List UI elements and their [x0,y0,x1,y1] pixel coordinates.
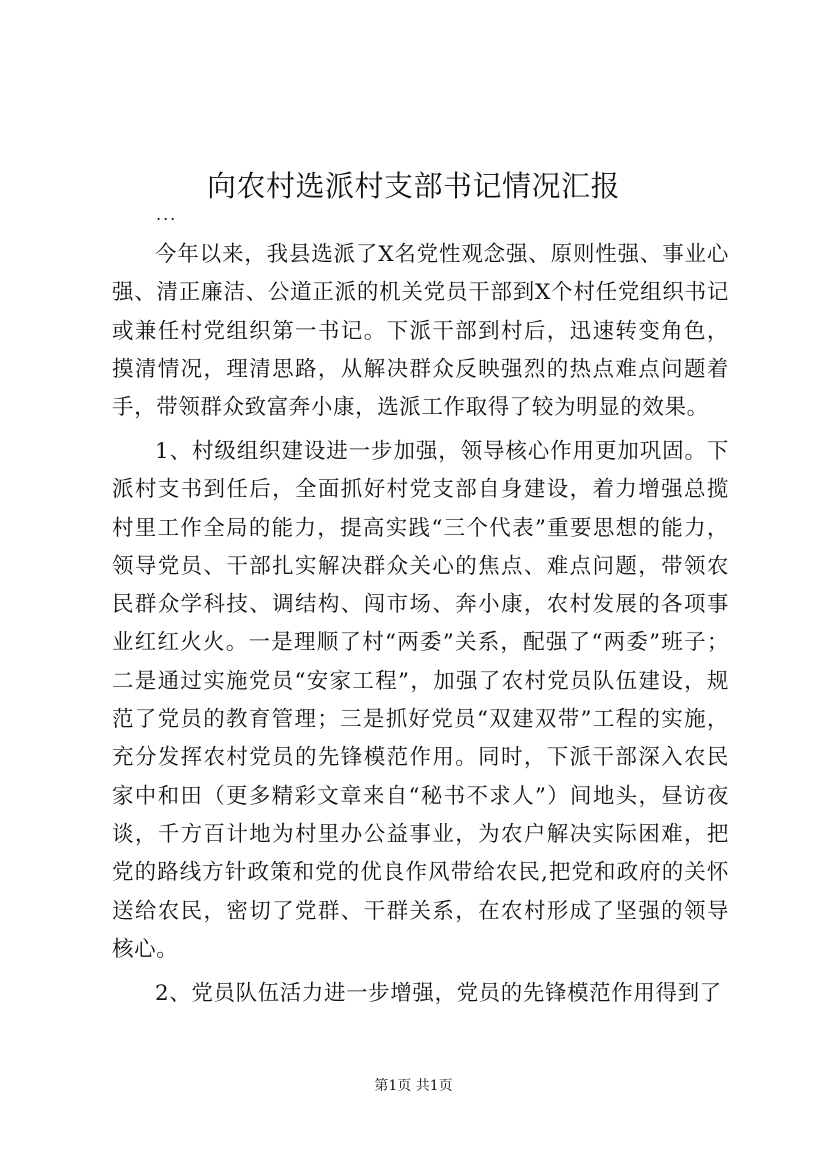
document-body [112,236,729,1018]
document-title: 向农村选派村支部书记情况汇报 [206,169,620,204]
page-footer: 第1页 共1页 [374,1078,453,1094]
paragraph-intro: 今年以来，我县选派了X名党性观念强、原则性强、事业心强、清正廉洁、公道正派的机关党员干部到X个村任党组织书记或兼任村党组织第一书记。下派干部到村后，迅速转变角色，摸清情况，理清思路，从解决群众反映强烈的热点难点问题着手，带领群众致富奔小康，选派工作取得了较为明显的效果。 [112,242,729,421]
paragraph-section-1: 1、村级组织建设进一步加强，领导核心作用更加巩固。下派村支书到任后，全面抓好村党支部自身建设，着力增强总揽村里工作全局的能力，提高实践“三个代表”重要思想的能力，领导党员、干部扎实解决群众关心的焦点、难点问题，带领农民群众学科技、调结构、闯市场、奔小康，农村发展的各项事业红红火火。一是理顺了村“两委”关系，配强了“两委”班子；二是通过实施党员“安家工程”，加强了农村党员队伍建设，规范了党员的教育管理；三是抓好党员“双建双带”工程的实施，充分发挥农村党员的先锋模范作用。同时，下派干部深入农民家中和田（更多精彩文章来自“秘书不求人”）间地头，昼访夜谈，千方百计地为村里办公益事业，为农户解决实际困难，把党的路线方针政策和党的优良作风带给农民,把党和政府的关怀送给农民，密切了党群、干群关系，在农村形成了坚强的领导核心。 [112,438,729,962]
paragraph-section-2: 2、党员队伍活力进一步增强，党员的先锋模范作用得到了 [155,980,722,1006]
ellipsis-marker: ... [156,205,178,224]
